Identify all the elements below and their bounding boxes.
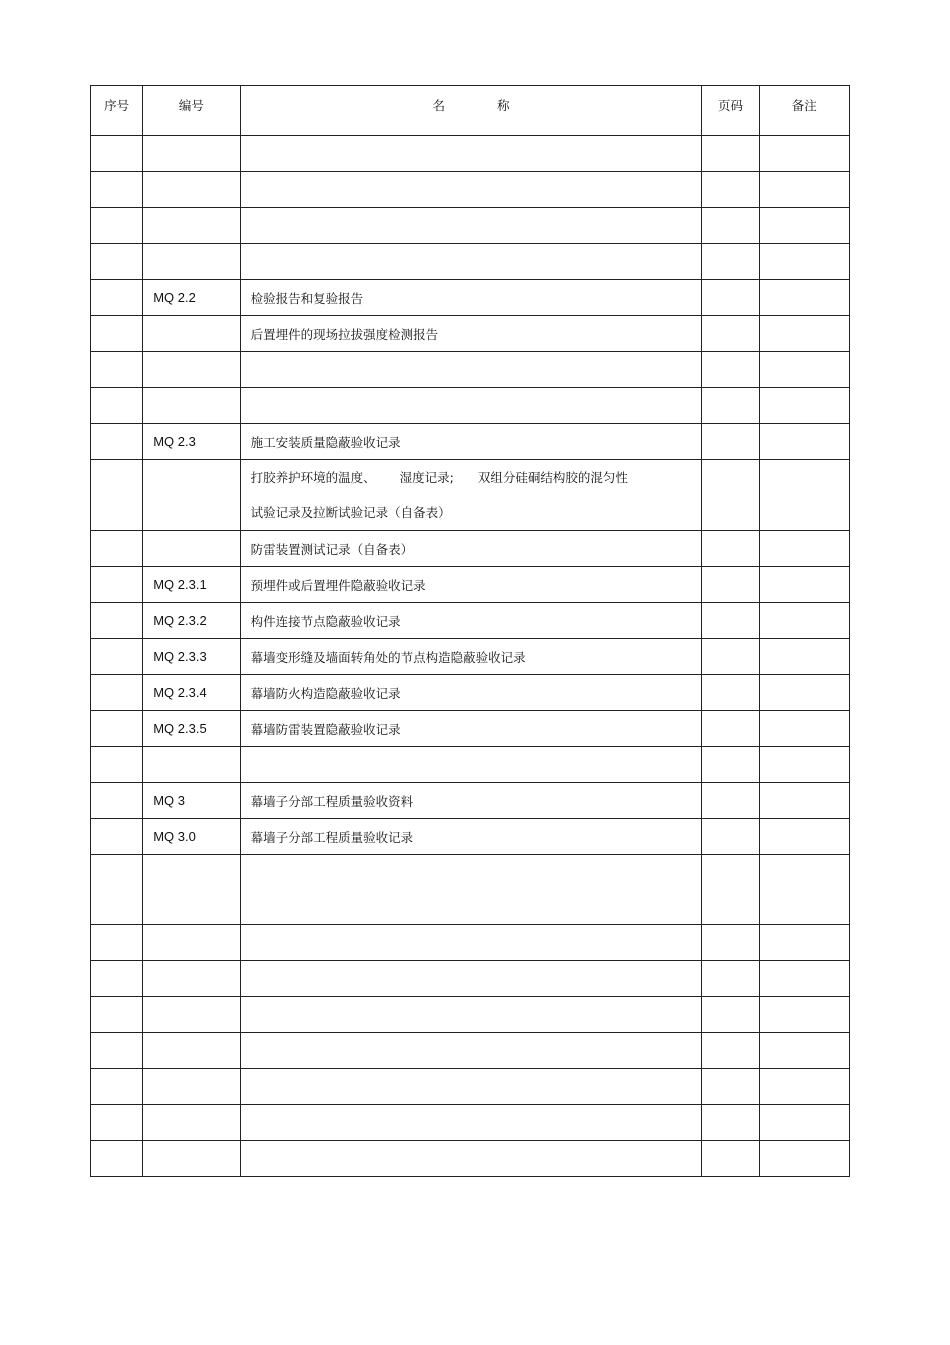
code-cell	[143, 925, 240, 961]
remark-cell	[759, 711, 849, 747]
seq-cell	[91, 997, 143, 1033]
remark-cell	[759, 1069, 849, 1105]
name-cell: 幕墙防火构造隐蔽验收记录	[240, 675, 702, 711]
seq-cell	[91, 961, 143, 997]
code-cell: MQ 3.0	[143, 819, 240, 855]
remark-cell	[759, 280, 849, 316]
remark-cell	[759, 997, 849, 1033]
remark-cell	[759, 316, 849, 352]
name-cell	[240, 855, 702, 925]
code-cell: MQ 2.3.3	[143, 639, 240, 675]
seq-cell	[91, 639, 143, 675]
page-cell	[702, 316, 759, 352]
seq-cell	[91, 136, 143, 172]
code-cell: MQ 2.3.2	[143, 603, 240, 639]
table-row	[91, 961, 850, 997]
seq-cell	[91, 316, 143, 352]
seq-cell	[91, 172, 143, 208]
name-cell: 检验报告和复验报告	[240, 280, 702, 316]
remark-cell	[759, 603, 849, 639]
name-cell: 幕墙防雷装置隐蔽验收记录	[240, 711, 702, 747]
name-line-1-c: 双组分硅硐结构胶的混匀性	[477, 470, 628, 485]
table-row	[91, 280, 850, 316]
code-cell	[143, 1033, 240, 1069]
header-page: 页码	[702, 86, 759, 136]
seq-cell	[91, 855, 143, 925]
code-cell	[143, 208, 240, 244]
seq-cell	[91, 1105, 143, 1141]
name-cell	[240, 208, 702, 244]
seq-cell	[91, 208, 143, 244]
seq-cell	[91, 424, 143, 460]
remark-cell	[759, 855, 849, 925]
name-cell: 构件连接节点隐蔽验收记录	[240, 603, 702, 639]
header-remark: 备注	[759, 86, 849, 136]
seq-cell	[91, 388, 143, 424]
code-cell	[143, 1141, 240, 1177]
page-cell	[702, 567, 759, 603]
page-cell	[702, 855, 759, 925]
seq-cell	[91, 925, 143, 961]
table-row	[91, 783, 850, 819]
header-code: 编号	[143, 86, 240, 136]
name-cell	[240, 244, 702, 280]
code-cell: MQ 2.3.4	[143, 675, 240, 711]
page-cell	[702, 388, 759, 424]
name-cell	[240, 1069, 702, 1105]
code-cell	[143, 460, 240, 531]
header-name-right: 称	[496, 98, 510, 113]
name-cell	[240, 136, 702, 172]
catalog-table	[90, 85, 850, 1177]
remark-cell	[759, 961, 849, 997]
remark-cell	[759, 1141, 849, 1177]
code-cell	[143, 352, 240, 388]
remark-cell	[759, 639, 849, 675]
table-row	[91, 603, 850, 639]
seq-cell	[91, 783, 143, 819]
code-cell: MQ 2.3.5	[143, 711, 240, 747]
seq-cell	[91, 819, 143, 855]
header-name-left: 名	[432, 98, 445, 113]
page-cell	[702, 172, 759, 208]
name-cell	[240, 352, 702, 388]
code-cell	[143, 1105, 240, 1141]
page-cell	[702, 424, 759, 460]
name-cell	[240, 925, 702, 961]
seq-cell	[91, 711, 143, 747]
code-cell	[143, 855, 240, 925]
header-name	[240, 86, 702, 136]
table-row	[91, 567, 850, 603]
page-cell	[702, 925, 759, 961]
table-row	[91, 460, 850, 531]
remark-cell	[759, 424, 849, 460]
code-cell	[143, 136, 240, 172]
table-row	[91, 172, 850, 208]
page-cell	[702, 639, 759, 675]
name-cell	[240, 1141, 702, 1177]
table-row	[91, 925, 850, 961]
page-cell	[702, 603, 759, 639]
page-cell	[702, 1141, 759, 1177]
page-cell	[702, 1069, 759, 1105]
seq-cell	[91, 567, 143, 603]
page-cell	[702, 280, 759, 316]
code-cell: MQ 2.3	[143, 424, 240, 460]
seq-cell	[91, 531, 143, 567]
remark-cell	[759, 1105, 849, 1141]
name-cell	[240, 460, 702, 531]
page-cell	[702, 675, 759, 711]
remark-cell	[759, 819, 849, 855]
table-row	[91, 1033, 850, 1069]
remark-cell	[759, 531, 849, 567]
table-row	[91, 1105, 850, 1141]
name-line-1-a: 打胶养护环境的温度、	[250, 470, 376, 485]
table-row	[91, 316, 850, 352]
name-cell	[240, 1033, 702, 1069]
seq-cell	[91, 244, 143, 280]
page-cell	[702, 819, 759, 855]
remark-cell	[759, 567, 849, 603]
seq-cell	[91, 1033, 143, 1069]
seq-cell	[91, 460, 143, 531]
name-cell	[240, 747, 702, 783]
seq-cell	[91, 280, 143, 316]
table-row	[91, 424, 850, 460]
remark-cell	[759, 172, 849, 208]
header-seq: 序号	[91, 86, 143, 136]
name-cell: 幕墙子分部工程质量验收资料	[240, 783, 702, 819]
code-cell: MQ 2.2	[143, 280, 240, 316]
table-row	[91, 855, 850, 925]
seq-cell	[91, 747, 143, 783]
seq-cell	[91, 352, 143, 388]
seq-cell	[91, 603, 143, 639]
page-cell	[702, 1033, 759, 1069]
remark-cell	[759, 244, 849, 280]
remark-cell	[759, 352, 849, 388]
table-row	[91, 531, 850, 567]
page-cell	[702, 783, 759, 819]
code-cell	[143, 172, 240, 208]
page-cell	[702, 711, 759, 747]
code-cell	[143, 316, 240, 352]
remark-cell	[759, 675, 849, 711]
remark-cell	[759, 925, 849, 961]
seq-cell	[91, 1141, 143, 1177]
name-cell	[240, 388, 702, 424]
page-cell	[702, 352, 759, 388]
remark-cell	[759, 388, 849, 424]
table-row	[91, 208, 850, 244]
page-cell	[702, 136, 759, 172]
page-cell	[702, 531, 759, 567]
code-cell: MQ 2.3.1	[143, 567, 240, 603]
table-row	[91, 711, 850, 747]
code-cell	[143, 747, 240, 783]
page-cell	[702, 208, 759, 244]
remark-cell	[759, 208, 849, 244]
code-cell	[143, 388, 240, 424]
table-row	[91, 388, 850, 424]
remark-cell	[759, 136, 849, 172]
remark-cell	[759, 1033, 849, 1069]
seq-cell	[91, 1069, 143, 1105]
table-row	[91, 639, 850, 675]
name-cell	[240, 961, 702, 997]
page-cell	[702, 997, 759, 1033]
name-line-2: 试验记录及拉断试验记录（自备表）	[250, 505, 451, 520]
remark-cell	[759, 783, 849, 819]
table-row	[91, 352, 850, 388]
page-cell	[702, 961, 759, 997]
code-cell	[143, 1069, 240, 1105]
name-cell	[240, 997, 702, 1033]
name-cell	[240, 172, 702, 208]
code-cell	[143, 997, 240, 1033]
seq-cell	[91, 675, 143, 711]
name-cell: 幕墙子分部工程质量验收记录	[240, 819, 702, 855]
table-row	[91, 675, 850, 711]
name-cell: 预埋件或后置埋件隐蔽验收记录	[240, 567, 702, 603]
code-cell	[143, 244, 240, 280]
name-cell: 防雷装置测试记录（自备表）	[240, 531, 702, 567]
name-line-1	[251, 460, 702, 495]
name-cell	[240, 1105, 702, 1141]
page-cell	[702, 244, 759, 280]
table-row	[91, 997, 850, 1033]
code-cell	[143, 961, 240, 997]
name-cell: 后置埋件的现场拉拔强度检测报告	[240, 316, 702, 352]
page-cell	[702, 747, 759, 783]
header-row	[91, 86, 850, 136]
name-line-1-b: 湿度记录;	[399, 470, 454, 485]
name-cell: 幕墙变形缝及墙面转角处的节点构造隐蔽验收记录	[240, 639, 702, 675]
table-row	[91, 747, 850, 783]
name-cell: 施工安装质量隐蔽验收记录	[240, 424, 702, 460]
code-cell	[143, 531, 240, 567]
table-row	[91, 1141, 850, 1177]
table-row	[91, 244, 850, 280]
page-cell	[702, 1105, 759, 1141]
remark-cell	[759, 747, 849, 783]
table-row	[91, 819, 850, 855]
remark-cell	[759, 460, 849, 531]
table-row	[91, 136, 850, 172]
page-cell	[702, 460, 759, 531]
code-cell: MQ 3	[143, 783, 240, 819]
table-row	[91, 1069, 850, 1105]
